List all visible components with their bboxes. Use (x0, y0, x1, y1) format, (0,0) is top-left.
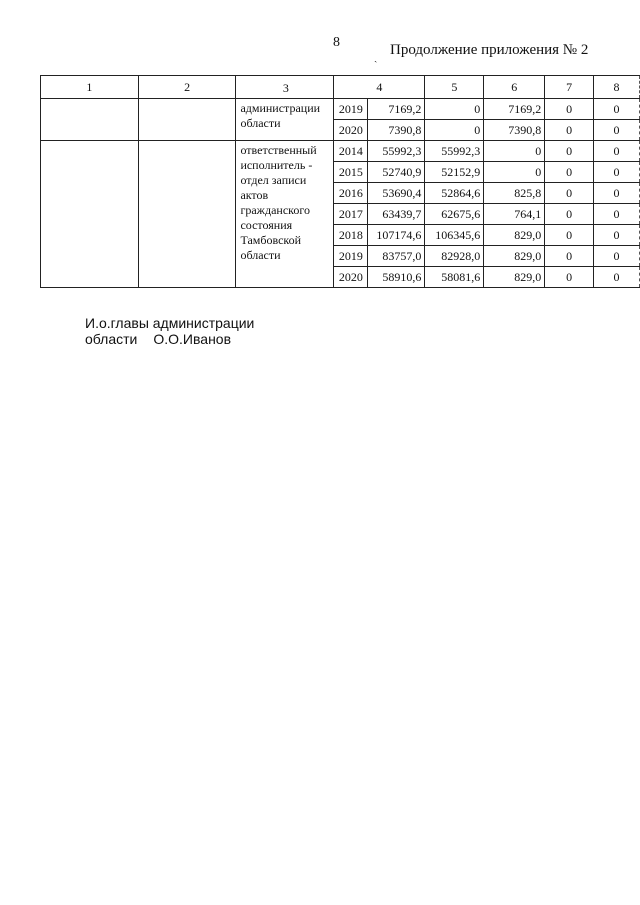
group-col2-cell (138, 141, 236, 288)
value-cell-4: 107174,6 (368, 225, 425, 246)
group-executor-cell: ответственный исполнитель - отдел записи актов гражданского состояния Тамбовской области (236, 141, 334, 288)
signature-line (85, 331, 254, 347)
value-cell-4: 53690,4 (368, 183, 425, 204)
header-cell-2: 2 (138, 76, 236, 99)
stray-mark: ˎ (374, 52, 378, 63)
value-cell-5: 52152,9 (425, 162, 484, 183)
value-cell-6: 7169,2 (484, 99, 545, 120)
budget-table (40, 75, 640, 288)
value-cell-4: 7169,2 (368, 99, 425, 120)
value-cell-5: 0 (425, 99, 484, 120)
header-cell-5: 5 (425, 76, 484, 99)
year-cell: 2017 (334, 204, 368, 225)
value-cell-7: 0 (545, 183, 594, 204)
value-cell-7: 0 (545, 267, 594, 288)
value-cell-8: 0 (594, 204, 640, 225)
value-cell-6: 829,0 (484, 225, 545, 246)
year-cell: 2019 (334, 246, 368, 267)
header-cell-7: 7 (545, 76, 594, 99)
signature-title: И.о.главы администрации (85, 315, 255, 331)
year-cell: 2020 (334, 120, 368, 141)
value-cell-4: 83757,0 (368, 246, 425, 267)
header-cell-6: 6 (484, 76, 545, 99)
table-row (41, 99, 640, 120)
value-cell-5: 52864,6 (425, 183, 484, 204)
value-cell-6: 825,8 (484, 183, 545, 204)
signature-block (85, 315, 254, 347)
year-cell: 2018 (334, 225, 368, 246)
value-cell-7: 0 (545, 99, 594, 120)
value-cell-7: 0 (545, 204, 594, 225)
table-header-row (41, 76, 640, 99)
value-cell-4: 55992,3 (368, 141, 425, 162)
value-cell-6: 0 (484, 141, 545, 162)
page-number: 8 (333, 35, 340, 50)
year-cell: 2016 (334, 183, 368, 204)
value-cell-6: 764,1 (484, 204, 545, 225)
value-cell-5: 58081,6 (425, 267, 484, 288)
group-executor-cell: администрации области (236, 99, 334, 141)
value-cell-8: 0 (594, 246, 640, 267)
header-cell-1: 1 (41, 76, 139, 99)
group-col2-cell (138, 99, 236, 141)
header-cell-3: 3 (236, 76, 334, 99)
signatory-name: О.О.Иванов (153, 331, 232, 347)
value-cell-5: 82928,0 (425, 246, 484, 267)
value-cell-6: 0 (484, 162, 545, 183)
value-cell-8: 0 (594, 99, 640, 120)
value-cell-8: 0 (594, 225, 640, 246)
value-cell-7: 0 (545, 141, 594, 162)
value-cell-8: 0 (594, 141, 640, 162)
appendix-heading: Продолжение приложения № 2 (390, 42, 589, 58)
value-cell-8: 0 (594, 120, 640, 141)
value-cell-5: 106345,6 (425, 225, 484, 246)
group-col1-cell (41, 141, 139, 288)
group-col1-cell (41, 99, 139, 141)
signature-region: области (85, 331, 138, 347)
value-cell-8: 0 (594, 162, 640, 183)
value-cell-8: 0 (594, 267, 640, 288)
header-cell-8: 8 (594, 76, 640, 99)
value-cell-5: 62675,6 (425, 204, 484, 225)
value-cell-6: 829,0 (484, 246, 545, 267)
year-cell: 2014 (334, 141, 368, 162)
value-cell-7: 0 (545, 246, 594, 267)
header-cell-4: 4 (334, 76, 425, 99)
value-cell-4: 7390,8 (368, 120, 425, 141)
table-row (41, 141, 640, 162)
value-cell-5: 0 (425, 120, 484, 141)
value-cell-4: 58910,6 (368, 267, 425, 288)
value-cell-7: 0 (545, 225, 594, 246)
value-cell-8: 0 (594, 183, 640, 204)
value-cell-4: 63439,7 (368, 204, 425, 225)
year-cell: 2015 (334, 162, 368, 183)
value-cell-7: 0 (545, 120, 594, 141)
year-cell: 2020 (334, 267, 368, 288)
value-cell-6: 7390,8 (484, 120, 545, 141)
value-cell-4: 52740,9 (368, 162, 425, 183)
value-cell-6: 829,0 (484, 267, 545, 288)
value-cell-7: 0 (545, 162, 594, 183)
value-cell-5: 55992,3 (425, 141, 484, 162)
year-cell: 2019 (334, 99, 368, 120)
